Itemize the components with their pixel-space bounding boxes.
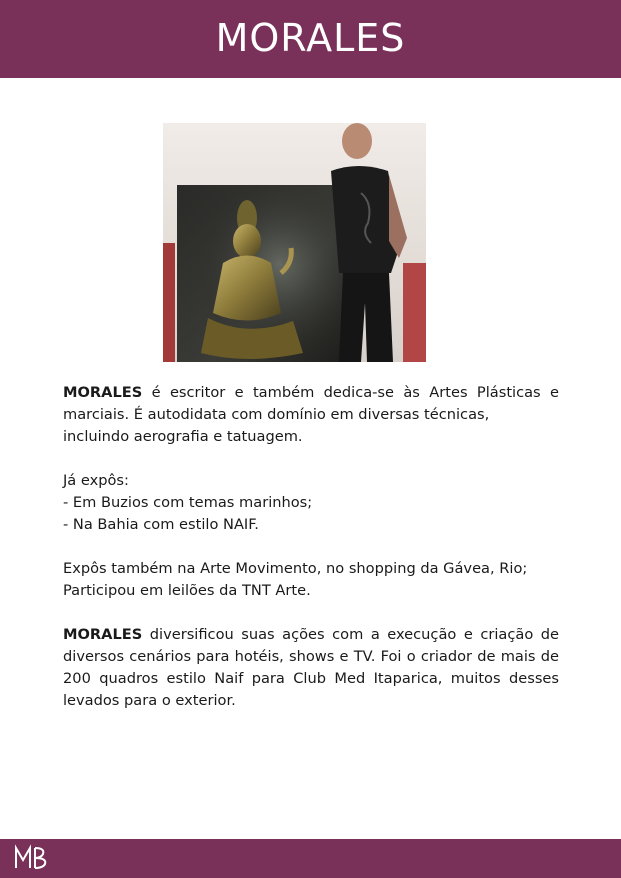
page-title: MORALES — [215, 16, 406, 60]
bio-text — [63, 382, 559, 734]
exhibition-item: - Em Buzios com temas marinhos; — [63, 494, 313, 511]
bio-p3-line1: Expôs também na Arte Movimento, no shopping da Gávea, Rio; — [63, 560, 528, 577]
artist-photo — [163, 123, 426, 362]
artist-name-bold: MORALES — [63, 626, 143, 643]
bio-paragraph-4 — [63, 624, 559, 712]
exhibition-item: - Na Bahia com estilo NAIF. — [63, 516, 259, 533]
bio-paragraph-1 — [63, 382, 559, 448]
exhibitions-heading: Já expôs: — [63, 472, 129, 489]
page-footer — [0, 839, 621, 878]
bio-p1-line3: incluindo aerografia e tatuagem. — [63, 428, 303, 445]
bio-paragraph-2 — [63, 470, 559, 536]
artist-name-bold: MORALES — [63, 384, 143, 401]
artist-with-painting-image — [163, 123, 426, 362]
page-header — [0, 0, 621, 78]
bio-p1-text: é escritor e também dedica-se às Artes Plásticas e marciais. É autodidata com domínio em diversas técnicas, — [63, 384, 559, 423]
bio-paragraph-3 — [63, 558, 559, 602]
bio-p3-line2: Participou em leilões da TNT Arte. — [63, 582, 311, 599]
mb-logo — [14, 844, 50, 872]
bio-p4-text: diversificou suas ações com a execução e criação de diversos cenários para hotéis, shows e TV. Foi o criador de mais de 200 quadros estilo Naif para Club Med Itaparica, muitos desses levados para o exterior. — [63, 626, 559, 709]
